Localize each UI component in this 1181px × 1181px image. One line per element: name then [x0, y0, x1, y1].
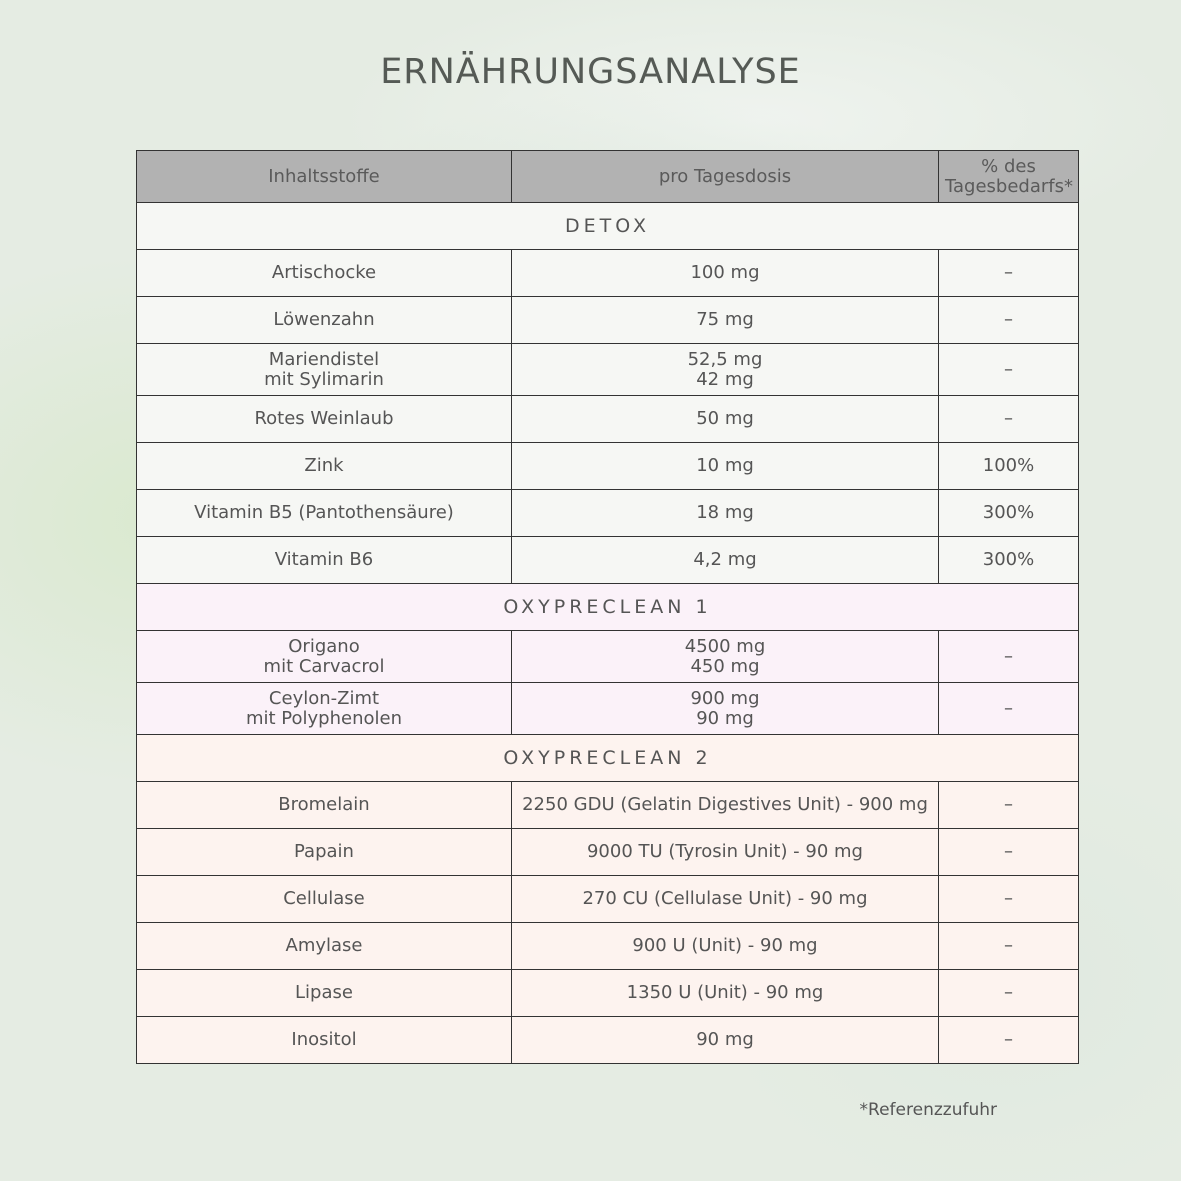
- ingredient-line: Ceylon-Zimt: [268, 687, 380, 709]
- section-title: OXYPRECLEAN 1: [137, 584, 1079, 631]
- ingredient-line: Origano: [288, 635, 360, 657]
- table-header-row: [137, 151, 1079, 203]
- dose-line: 450 mg: [690, 655, 760, 677]
- header-percent-line1: % des: [981, 155, 1036, 177]
- percent-cell: –: [939, 923, 1079, 970]
- dose-line: 4500 mg: [684, 635, 766, 657]
- percent-cell: –: [939, 396, 1079, 443]
- ingredient-cell: Vitamin B6: [137, 537, 512, 584]
- percent-cell: 300%: [939, 490, 1079, 537]
- percent-cell: 300%: [939, 537, 1079, 584]
- table-row: [137, 297, 1079, 344]
- dose-cell: 9000 TU (Tyrosin Unit) - 90 mg: [512, 829, 939, 876]
- header-daily-dose: pro Tagesdosis: [512, 151, 939, 203]
- dose-cell: 10 mg: [512, 443, 939, 490]
- percent-cell: –: [939, 876, 1079, 923]
- table-row: [137, 1017, 1079, 1064]
- ingredient-cell: Rotes Weinlaub: [137, 396, 512, 443]
- dose-line: 42 mg: [696, 368, 754, 390]
- dose-cell: 75 mg: [512, 297, 939, 344]
- percent-cell: –: [939, 782, 1079, 829]
- percent-cell: –: [939, 631, 1079, 683]
- nutrition-table: [136, 150, 1079, 1064]
- dose-cell: 18 mg: [512, 490, 939, 537]
- ingredient-cell: Vitamin B5 (Pantothensäure): [137, 490, 512, 537]
- section-row-detox: [137, 203, 1079, 250]
- dose-line: 52,5 mg: [687, 348, 763, 370]
- ingredient-cell: Artischocke: [137, 250, 512, 297]
- ingredient-line: mit Sylimarin: [264, 368, 384, 390]
- dose-cell: 2250 GDU (Gelatin Digestives Unit) - 900 mg: [512, 782, 939, 829]
- table-row: [137, 923, 1079, 970]
- table-row: [137, 344, 1079, 396]
- dose-cell: 100 mg: [512, 250, 939, 297]
- section-title: DETOX: [137, 203, 1079, 250]
- header-percent-line2: Tagesbedarfs*: [945, 175, 1073, 197]
- dose-line: 900 mg: [690, 687, 760, 709]
- ingredient-line: mit Polyphenolen: [245, 707, 402, 729]
- ingredient-cell: [137, 631, 512, 683]
- table-row: [137, 876, 1079, 923]
- ingredient-cell: Lipase: [137, 970, 512, 1017]
- dose-line: 90 mg: [696, 707, 754, 729]
- section-row-oxypreclean-2: [137, 735, 1079, 782]
- table-row: [137, 970, 1079, 1017]
- percent-cell: –: [939, 970, 1079, 1017]
- dose-cell: [512, 344, 939, 396]
- header-daily-requirement: [939, 151, 1079, 203]
- dose-cell: 900 U (Unit) - 90 mg: [512, 923, 939, 970]
- ingredient-cell: Löwenzahn: [137, 297, 512, 344]
- section-title: OXYPRECLEAN 2: [137, 735, 1079, 782]
- percent-cell: –: [939, 1017, 1079, 1064]
- percent-cell: 100%: [939, 443, 1079, 490]
- footnote: *Referenzzufuhr: [859, 1100, 997, 1120]
- ingredient-line: Mariendistel: [268, 348, 380, 370]
- dose-cell: 270 CU (Cellulase Unit) - 90 mg: [512, 876, 939, 923]
- dose-cell: 4,2 mg: [512, 537, 939, 584]
- ingredient-cell: Bromelain: [137, 782, 512, 829]
- ingredient-cell: Inositol: [137, 1017, 512, 1064]
- table-row: [137, 443, 1079, 490]
- ingredient-cell: [137, 344, 512, 396]
- table-row: [137, 631, 1079, 683]
- dose-cell: 1350 U (Unit) - 90 mg: [512, 970, 939, 1017]
- table-row: [137, 537, 1079, 584]
- ingredient-cell: Papain: [137, 829, 512, 876]
- table-row: [137, 829, 1079, 876]
- dose-cell: 90 mg: [512, 1017, 939, 1064]
- table-row: [137, 490, 1079, 537]
- ingredient-line: mit Carvacrol: [263, 655, 385, 677]
- percent-cell: –: [939, 297, 1079, 344]
- ingredient-cell: [137, 683, 512, 735]
- percent-cell: –: [939, 683, 1079, 735]
- percent-cell: –: [939, 344, 1079, 396]
- dose-cell: [512, 631, 939, 683]
- dose-cell: [512, 683, 939, 735]
- ingredient-cell: Cellulase: [137, 876, 512, 923]
- table-row: [137, 396, 1079, 443]
- ingredient-cell: Amylase: [137, 923, 512, 970]
- ingredient-cell: Zink: [137, 443, 512, 490]
- header-ingredients: Inhaltsstoffe: [137, 151, 512, 203]
- table-row: [137, 683, 1079, 735]
- section-row-oxypreclean-1: [137, 584, 1079, 631]
- page-title: ERNÄHRUNGSANALYSE: [380, 52, 801, 92]
- dose-cell: 50 mg: [512, 396, 939, 443]
- percent-cell: –: [939, 250, 1079, 297]
- table-row: [137, 250, 1079, 297]
- percent-cell: –: [939, 829, 1079, 876]
- table-row: [137, 782, 1079, 829]
